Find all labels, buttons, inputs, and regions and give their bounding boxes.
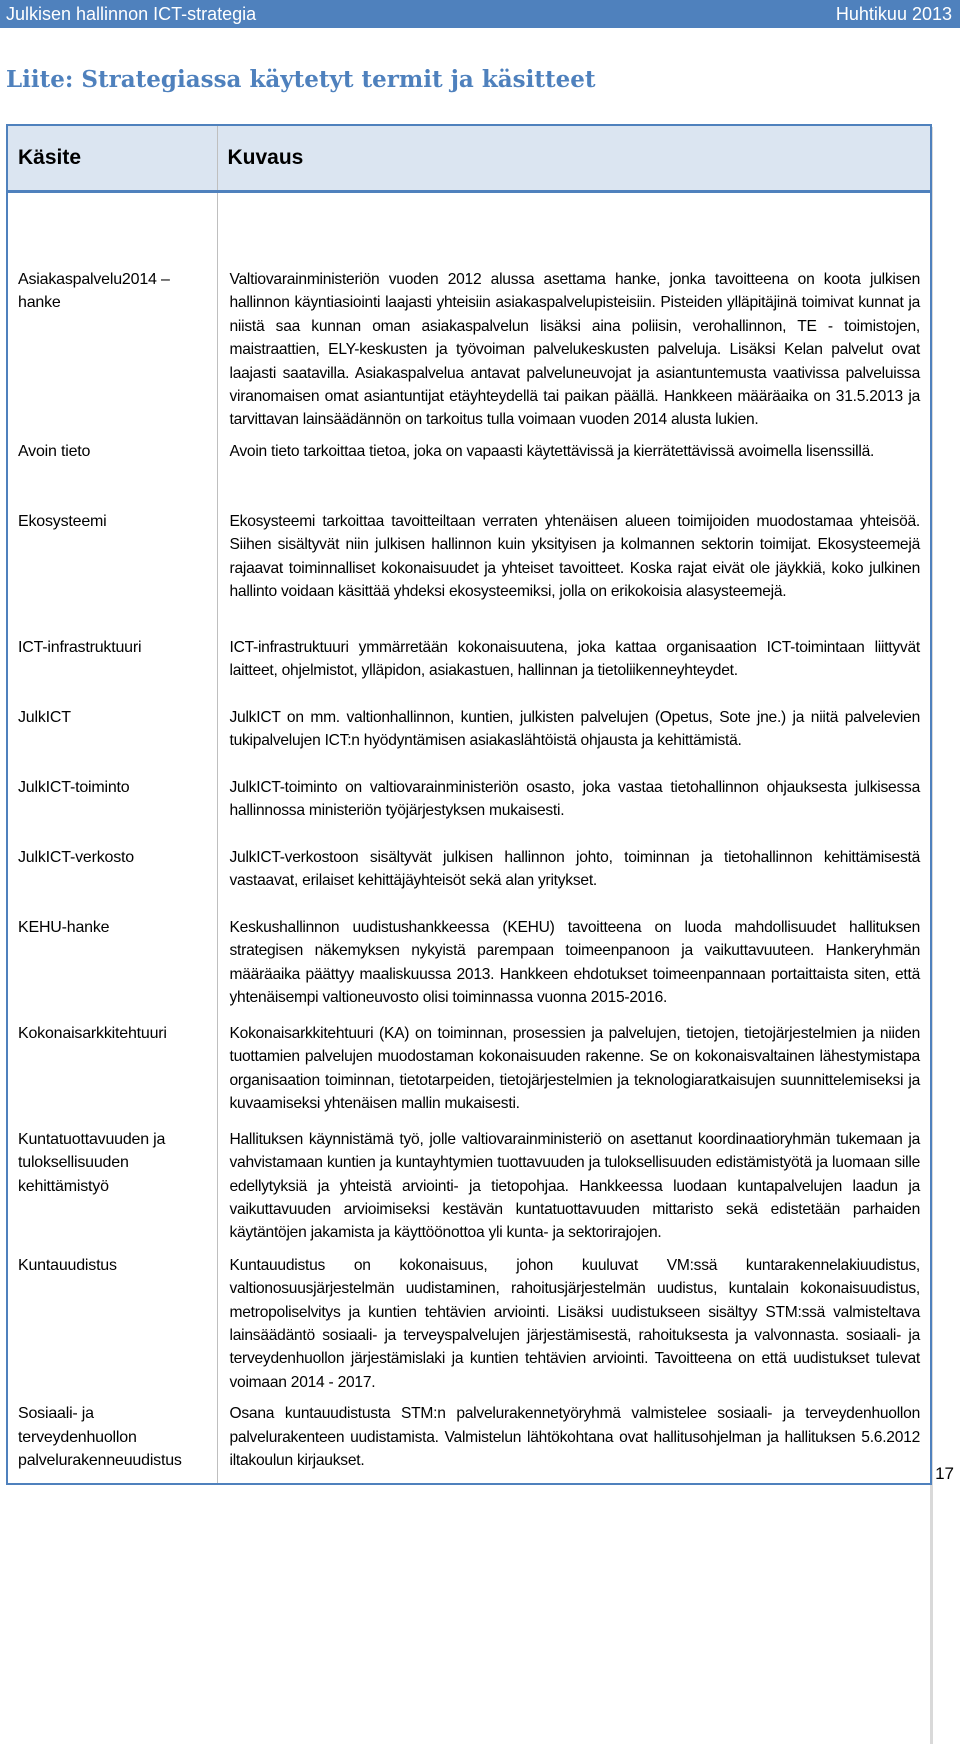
description-cell: ICT-infrastruktuuri ymmärretään kokonaisuutena, joka kattaa organisaation ICT-toimintaan liittyvät laitteet, ohjelmistot, ylläpidon, asiakastuen, hallinnan ja tietoliikenneyhteydet.: [217, 628, 931, 698]
description-cell: Valtiovarainministeriön vuoden 2012 alussa asettama hanke, jonka tavoitteena on koota julkisen hallinnon käyntiasiointi laajasti yhteisiin asiakaspalvelupisteisiin. Pisteiden ylläpitäjinä toimivat kunnat ja niistä saa kunnan oman asiakaspalvelun lisäksi aina poliisin, verohallinnon, TE - toimistojen, maistraattien, ELY-keskusten ja työvoiman palvelukeskusten palveluja. Lisäksi Kelan palvelut ovat laajasti saatavilla. Asiakaspalvelua antavat palveluneuvojat ja asiantuntemusta vaativissa palveluissa viranomaisen omat asiantuntijat etäyhteydellä tai paikan päällä. Hankkeen määräaika on 31.5.2013 ja tarvittavan lainsäädännön on tarkoitus tulla voimaan vuoden 2014 alusta lukien.: [217, 192, 931, 432]
description-cell: Avoin tieto tarkoittaa tietoa, joka on vapaasti käytettävissä ja kierrätettävissä avoimella lisenssillä.: [217, 432, 931, 502]
column-header-term: Käsite: [7, 125, 217, 192]
term-cell: Avoin tieto: [18, 442, 91, 460]
table-row: [7, 432, 931, 502]
table-row: [7, 768, 931, 838]
term-cell: Kokonaisarkkitehtuuri: [18, 1024, 167, 1042]
page-number: 17: [935, 1464, 954, 1483]
page-header: [0, 0, 960, 28]
term-cell: Ekosysteemi: [18, 512, 107, 530]
description-cell: Kokonaisarkkitehtuuri (KA) on toiminnan, prosessien ja palvelujen, tietojen, tietojärjestelmien ja niiden tuottamien palvelujen muodostaman kokonaisuuden rakenne. Se on kokonaisvaltainen lähestymistapa organisaation toiminnan, tietotarpeiden, tietojärjestelmien ja teknologiaratkaisujen suunnittelemiseksi ja kuvaamiseksi yhtenäisen mallin mukaisesti.: [217, 1014, 931, 1120]
section-title: Liite: Strategiassa käytetyt termit ja käsitteet: [6, 66, 596, 93]
table-row: [7, 192, 931, 432]
table-row: [7, 698, 931, 768]
description-cell: JulkICT on mm. valtionhallinnon, kuntien, julkisten palvelujen (Opetus, Sote jne.) ja niitä palvelevien tukipalvelujen ICT:n hyödyntämisen asiakaslähtöistä ohjausta ja kehittämistä.: [217, 698, 931, 768]
table-row: [7, 502, 931, 628]
table-row: [7, 1394, 931, 1484]
term-cell: Kuntauudistus: [18, 1256, 117, 1274]
description-cell: Osana kuntauudistusta STM:n palvelurakennetyöryhmä valmistelee sosiaali- ja terveydenhuollon palvelurakenteen uudistamista. Valmistelun lähtökohtana ovat hallitusohjelman ja hallituksen 5.6.2012 iltakoulun kirjaukset.: [217, 1394, 931, 1484]
term-cell: Sosiaali- ja terveydenhuollon palvelurakenneuudistus: [18, 1405, 182, 1470]
term-cell: JulkICT: [18, 708, 71, 726]
description-cell: Hallituksen käynnistämä työ, jolle valtiovarainministeriö on asettanut koordinaatioryhmän tukemaan ja vahvistamaan kuntien ja kuntayhtymien tuottavuuden ja tuloksellisuuden edistämistyötä ja luomaan sille edellytyksiä ja yhteistä arviointi- ja tietopohjaa. Hankkeessa luodaan kuntapalvelujen laadun ja vaikuttavuuden arvioimiseksi kestävän kuntatuottavuuden mittaristo sekä edistetään parhaiden käytäntöjen jakamista ja käyttöönottoa yli kunta- ja sektorirajojen.: [217, 1120, 931, 1246]
document-date: Huhtikuu 2013: [835, 4, 952, 24]
description-cell: JulkICT-toiminto on valtiovarainministeriön osasto, joka vastaa tietohallinnon ohjauksesta julkisessa hallinnossa ministeriön työjärjestyksen mukaisesti.: [217, 768, 931, 838]
terms-table: [6, 124, 932, 1485]
table-row: [7, 908, 931, 1014]
column-header-description: Kuvaus: [217, 125, 931, 192]
table-row: [7, 838, 931, 908]
term-cell: Kuntatuottavuuden ja tuloksellisuuden kehittämistyö: [18, 1130, 166, 1195]
table-row: [7, 628, 931, 698]
terms-table-wrapper: [6, 124, 930, 1744]
term-cell: JulkICT-toiminto: [18, 778, 130, 796]
table-header-row: [7, 125, 931, 192]
term-cell: Asiakaspalvelu2014 –hanke: [18, 271, 170, 312]
table-row: [7, 1246, 931, 1394]
table-row: [7, 1120, 931, 1246]
description-cell: Ekosysteemi tarkoittaa tavoitteiltaan verraten yhtenäisen alueen toimijoiden muodostamaa yhteisöä. Siihen sisältyvät niin julkisen hallinnon kuin yksityisen ja kolmannen sektorin toimijat. Ekosysteemejä rajaavat toiminnalliset kokonaisuudet ja yhteiset tavoitteet. Koska rajat eivät ole jäykkiä, koko julkinen hallinto voidaan käsittää yhdeksi ekosysteemiksi, jolla on erikokoisia alasysteemejä.: [217, 502, 931, 628]
term-cell: JulkICT-verkosto: [18, 848, 134, 866]
description-cell: JulkICT-verkostoon sisältyvät julkisen hallinnon johto, toiminnan ja tietohallinnon kehittämisestä vastaavat, erilaiset kehittäjäyhteisöt sekä alan yritykset.: [217, 838, 931, 908]
table-row: [7, 1014, 931, 1120]
description-cell: Kuntauudistus on kokonaisuus, johon kuuluvat VM:ssä kuntarakennelakiuudistus, valtionosuusjärjestelmän uudistaminen, rahoitusjärjestelmän uudistus, kuntalain kokonaisuudistus, metropoliselvitys ja kuntien tehtävien arviointi. Lisäksi uudistukseen sisältyy STM:ssä valmisteltava lainsäädäntö sosiaali- ja terveyspalvelujen järjestämisestä, rahoituksesta ja valvonnasta. sosiaali- ja terveydenhuollon järjestämislaki ja kuntien tehtävien arviointi. Tavoitteena on että uudistukset tulevat voimaan 2014 - 2017.: [217, 1246, 931, 1394]
description-cell: Keskushallinnon uudistushankkeessa (KEHU) tavoitteena on luoda mahdollisuudet hallituksen strategisen näkemyksen nykyistä parempaan toimeenpanoon ja vaikuttavuuteen. Hankeryhmän määräaika päättyy maaliskuussa 2013. Hankkeen ehdotukset toimeenpannaan portaittaista siten, että yhtenäisempi valtioneuvosto olisi toiminnassa vuonna 2015-2016.: [217, 908, 931, 1014]
term-cell: ICT-infrastruktuuri: [18, 638, 142, 656]
term-cell: KEHU-hanke: [18, 918, 110, 936]
document-title: Julkisen hallinnon ICT-strategia: [6, 4, 257, 24]
